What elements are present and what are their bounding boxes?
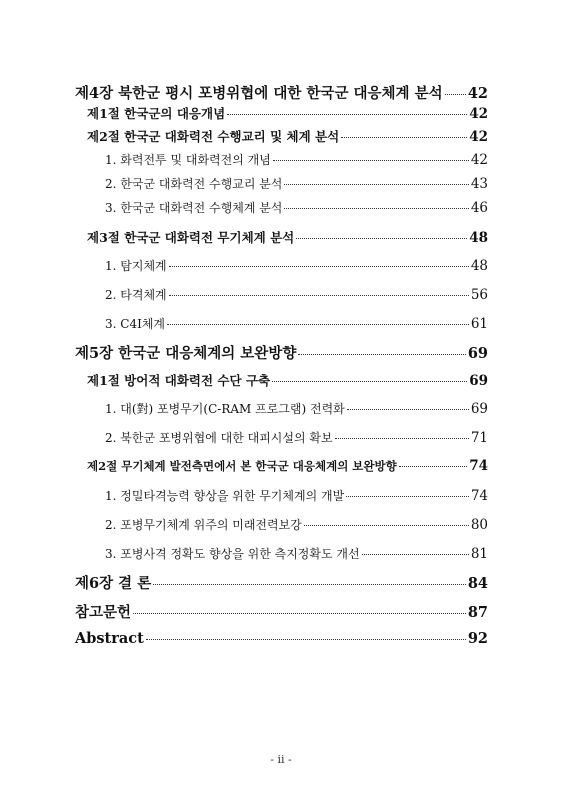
toc-entry-page: 46 xyxy=(470,200,488,216)
toc-entry-label: 제3절 한국군 대화력전 무기체계 분석 xyxy=(87,230,295,245)
dot-leader xyxy=(153,584,466,585)
toc-entry-section-5-2[interactable] xyxy=(87,458,488,474)
toc-entry-page: 42 xyxy=(470,152,488,168)
toc-entry-label: 3. C4I체계 xyxy=(105,317,166,331)
toc-entry-label: 제1절 한국군의 대응개념 xyxy=(87,106,226,121)
toc-entry-label: 3. 포병사격 정확도 향상을 위한 측지정확도 개선 xyxy=(105,547,360,561)
toc-entry-page: 71 xyxy=(470,430,488,446)
toc-entry-label: Abstract xyxy=(75,630,144,647)
toc-entry-page: 69 xyxy=(467,345,488,362)
page-number: - ii - xyxy=(270,753,292,766)
toc-entry-abstract[interactable] xyxy=(75,630,488,647)
toc-entry-references[interactable] xyxy=(75,601,488,622)
toc-entry-section-4-1[interactable] xyxy=(87,104,488,122)
toc-entry-item-5-2-1[interactable] xyxy=(105,487,488,504)
toc-entry-item-4-3-3[interactable] xyxy=(105,315,488,332)
toc-entry-page: 92 xyxy=(467,630,488,647)
dot-leader xyxy=(169,266,469,267)
dot-leader xyxy=(335,438,469,439)
toc-entry-chapter-4[interactable] xyxy=(75,82,488,103)
toc-entry-section-4-3[interactable] xyxy=(87,228,488,246)
toc-entry-page: 87 xyxy=(467,604,488,621)
dot-leader xyxy=(167,324,469,325)
dot-leader xyxy=(298,354,465,355)
dot-leader xyxy=(272,381,467,382)
toc-entry-label: 제5장 한국군 대응체계의 보완방향 xyxy=(75,345,297,362)
toc-entry-item-4-3-1[interactable] xyxy=(105,257,488,274)
dot-leader xyxy=(284,208,468,209)
toc-entry-page: 42 xyxy=(469,106,488,122)
toc-entry-label: 제2절 한국군 대화력전 수행교리 및 체계 분석 xyxy=(87,129,340,144)
toc-entry-label: 1. 화력전투 및 대화력전의 개념 xyxy=(105,153,271,167)
toc-entry-page: 69 xyxy=(470,401,488,417)
toc-entry-item-4-2-2[interactable] xyxy=(105,175,488,192)
toc-entry-item-4-2-1[interactable] xyxy=(105,151,488,168)
toc-entry-page: 74 xyxy=(470,488,488,504)
dot-leader xyxy=(273,160,469,161)
toc-entry-label: 2. 타격체계 xyxy=(105,288,167,302)
dot-leader xyxy=(399,466,467,467)
toc-entry-page: 43 xyxy=(470,176,488,192)
toc-entry-page: 69 xyxy=(469,373,488,389)
toc-entry-page: 81 xyxy=(470,546,488,562)
toc-entry-item-4-3-2[interactable] xyxy=(105,286,488,303)
dot-leader xyxy=(362,554,469,555)
toc-entry-page: 42 xyxy=(467,85,488,102)
dot-leader xyxy=(304,525,469,526)
dot-leader xyxy=(169,295,469,296)
toc-entry-item-5-1-1[interactable] xyxy=(105,400,488,417)
toc-entry-label: 2. 북한군 포병위협에 대한 대피시설의 확보 xyxy=(105,431,333,445)
toc-entry-item-5-2-3[interactable] xyxy=(105,545,488,562)
dot-leader xyxy=(445,94,466,95)
toc-entry-chapter-6[interactable] xyxy=(75,572,488,593)
toc-entry-label: 1. 탐지체계 xyxy=(105,259,167,273)
dot-leader xyxy=(341,137,467,138)
toc-entry-section-5-1[interactable] xyxy=(87,371,488,389)
toc-entry-label: 1. 정밀타격능력 향상을 위한 무기체계의 개발 xyxy=(105,489,345,503)
dot-leader xyxy=(133,613,466,614)
toc-entry-page: 61 xyxy=(470,316,488,332)
toc-entry-label: 제6장 결 론 xyxy=(75,575,152,592)
dot-leader xyxy=(347,409,469,410)
toc-entry-page: 48 xyxy=(470,258,488,274)
dot-leader xyxy=(146,639,466,640)
toc-entry-label: 1. 대(對) 포병무기(C-RAM 프로그램) 전력화 xyxy=(105,402,345,416)
toc-entry-label: 3. 한국군 대화력전 수행체계 분석 xyxy=(105,201,283,215)
dot-leader xyxy=(227,114,467,115)
toc-entry-item-4-2-3[interactable] xyxy=(105,199,488,216)
toc-entry-page: 80 xyxy=(470,517,488,533)
toc-entry-page: 84 xyxy=(467,575,488,592)
toc-entry-label: 참고문헌 xyxy=(75,604,132,621)
toc-entry-item-5-2-2[interactable] xyxy=(105,516,488,533)
toc-entry-item-5-1-2[interactable] xyxy=(105,429,488,446)
toc-entry-page: 42 xyxy=(469,129,488,145)
toc-entry-label: 제1절 방어적 대화력전 수단 구축 xyxy=(87,373,271,388)
toc-entry-label: 2. 포병무기체계 위주의 미래전력보강 xyxy=(105,518,302,532)
toc-entry-page: 56 xyxy=(470,287,488,303)
toc-entry-page: 48 xyxy=(469,230,488,246)
dot-leader xyxy=(346,496,469,497)
toc-entry-label: 2. 한국군 대화력전 수행교리 분석 xyxy=(105,177,283,191)
toc-entry-chapter-5[interactable] xyxy=(75,342,488,363)
toc-entry-label: 제4장 북한군 평시 포병위협에 대한 한국군 대응체계 분석 xyxy=(75,85,443,102)
toc-entry-section-4-2[interactable] xyxy=(87,127,488,145)
dot-leader xyxy=(284,184,468,185)
toc-entry-label: 제2절 무기체계 발전측면에서 본 한국군 대응체계의 보완방향 xyxy=(87,459,397,473)
dot-leader xyxy=(296,238,467,239)
toc-entry-page: 74 xyxy=(469,458,488,474)
